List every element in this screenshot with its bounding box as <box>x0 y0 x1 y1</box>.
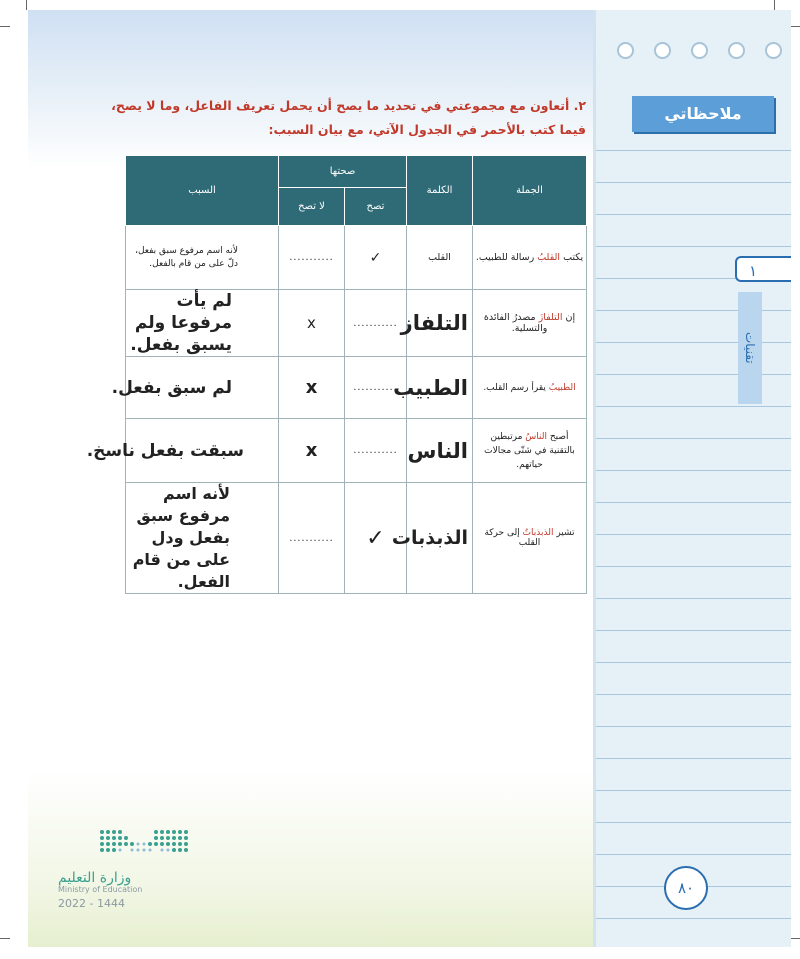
header-valid: تصح <box>345 188 407 226</box>
valid-cell[interactable]: ........... <box>345 290 407 357</box>
ministry-logo-icon <box>58 826 198 866</box>
instruction-text: أتعاون مع مجموعتي في تحديد ما يصح أن يحمل تعريف الفاعل، وما لا يصح، <box>111 98 570 113</box>
note-line <box>596 694 791 695</box>
word-cell: الطبيب <box>407 357 473 419</box>
crop-mark <box>0 26 10 27</box>
note-line <box>596 502 791 503</box>
binder-hole <box>654 42 671 59</box>
crop-mark <box>790 26 800 27</box>
binder-hole <box>765 42 782 59</box>
note-line <box>596 406 791 407</box>
note-line <box>596 470 791 471</box>
unit-number-badge: ١ <box>735 256 791 282</box>
crop-mark <box>790 938 800 939</box>
reason-cell[interactable]: لأنه اسم مرفوع سبق بفعل، دلّ على من قام بالفعل. <box>126 226 279 290</box>
table-row <box>126 483 587 594</box>
valid-cell[interactable]: ........... <box>345 357 407 419</box>
note-line <box>596 214 791 215</box>
note-line <box>596 918 791 919</box>
note-line <box>596 790 791 791</box>
header-reason: السبب <box>126 156 279 226</box>
sentence-cell: تشير الذبذباتُ إلى حركة القلب <box>473 483 587 594</box>
word-cell: القلب <box>407 226 473 290</box>
binder-hole <box>617 42 634 59</box>
invalid-cell[interactable]: ........... <box>279 483 345 594</box>
valid-cell[interactable]: ✓ <box>345 226 407 290</box>
binder-hole <box>691 42 708 59</box>
question-number: ٢. <box>573 98 586 113</box>
header-sentence: الجملة <box>473 156 587 226</box>
valid-cell[interactable]: ✓ <box>345 483 407 594</box>
note-line <box>596 438 791 439</box>
sentence-cell: يكتب القلبُ رسالة للطبيب. <box>473 226 587 290</box>
crop-mark <box>26 0 27 10</box>
word-cell: الذبذبات <box>407 483 473 594</box>
note-line <box>596 534 791 535</box>
note-line <box>596 566 791 567</box>
note-line <box>596 726 791 727</box>
reason-cell[interactable]: لأنه اسم مرفوع سبق بفعل ودل على من قام الفعل. <box>126 483 279 594</box>
binder-hole <box>728 42 745 59</box>
crop-mark <box>774 0 775 10</box>
instruction-line-1 <box>80 98 586 113</box>
word-cell: التلفاز <box>407 290 473 357</box>
reason-cell[interactable]: لم يأت مرفوعا ولم يسبق بفعل. <box>126 290 279 357</box>
table-row <box>126 357 587 419</box>
sentence-cell: الطبيبُ يقرأ رسم القلب. <box>473 357 587 419</box>
invalid-cell[interactable]: ........... <box>279 226 345 290</box>
valid-cell[interactable]: ........... <box>345 419 407 483</box>
word-cell: الناس <box>407 419 473 483</box>
unit-side-label: تقنيات <box>738 292 762 404</box>
note-line <box>596 182 791 183</box>
header-invalid: لا تصح <box>279 188 345 226</box>
note-line <box>596 758 791 759</box>
notes-title: ملاحظاتي <box>632 96 774 132</box>
page-number: ٨٠ <box>664 866 708 910</box>
table-row <box>126 290 587 357</box>
table-row <box>126 226 587 290</box>
note-line <box>596 246 791 247</box>
subject-table <box>86 155 587 594</box>
invalid-cell[interactable]: x <box>279 419 345 483</box>
note-line <box>596 150 791 151</box>
invalid-cell[interactable]: x <box>279 357 345 419</box>
note-line <box>596 854 791 855</box>
note-line <box>596 662 791 663</box>
reason-cell[interactable]: سبقت بفعل ناسخ. <box>126 419 279 483</box>
note-line <box>596 822 791 823</box>
note-line <box>596 598 791 599</box>
ministry-name-arabic: وزارة التعليم <box>58 870 132 886</box>
edition-year: 2022 - 1444 <box>58 897 125 910</box>
instruction-line-2: فيما كتب بالأحمر في الجدول الآتي، مع بيان السبب: <box>268 122 586 137</box>
table-row <box>126 419 587 483</box>
reason-cell[interactable]: لم سبق بفعل. <box>126 357 279 419</box>
invalid-cell[interactable]: x <box>279 290 345 357</box>
note-line <box>596 630 791 631</box>
crop-mark <box>0 938 10 939</box>
notes-sidebar <box>593 10 791 947</box>
header-word: الكلمة <box>407 156 473 226</box>
sentence-cell: إن التلفازَ مصدرُ الفائدة والتسلية. <box>473 290 587 357</box>
header-validity: صحتها <box>279 156 407 188</box>
ministry-name-english: Ministry of Education <box>58 885 143 894</box>
sentence-cell: أصبح الناسُ مرتبطين بالتقنية في شتّى مجالات حياتهم. <box>473 419 587 483</box>
